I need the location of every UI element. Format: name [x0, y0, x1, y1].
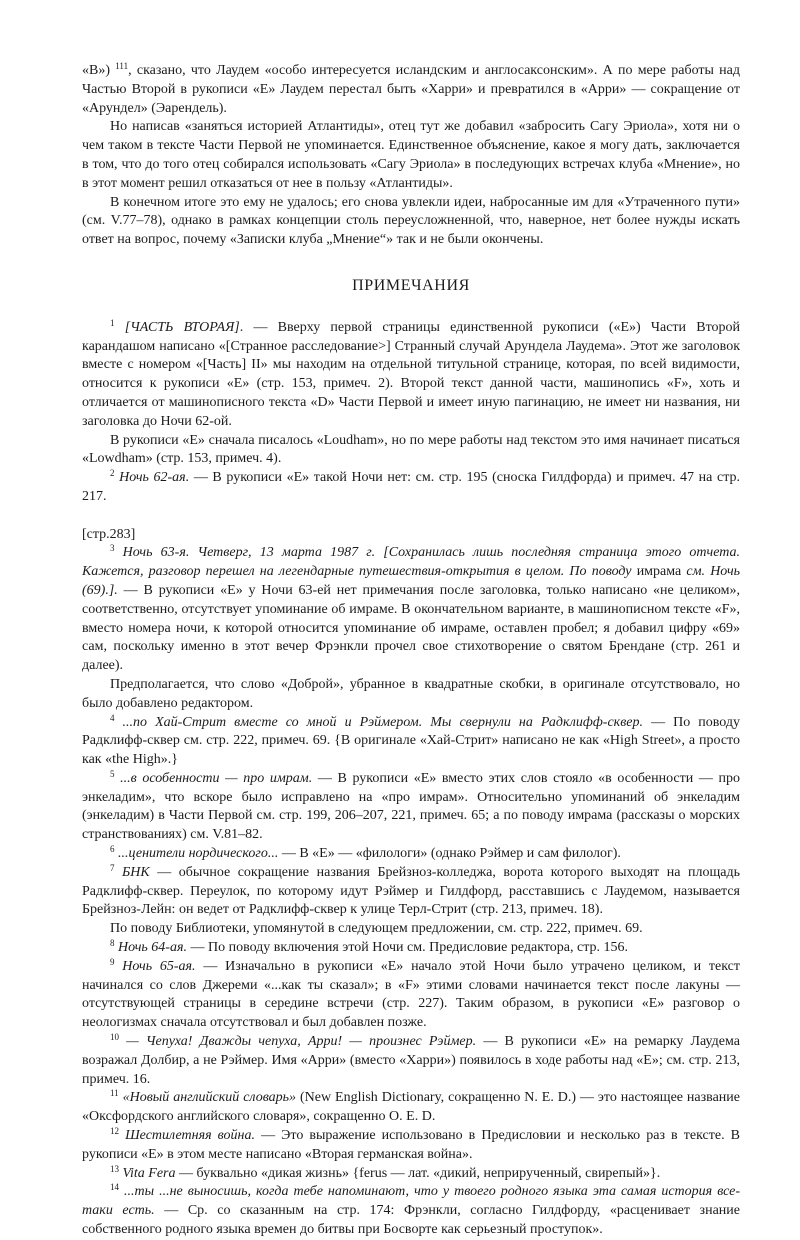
note-10-paragraph-1	[82, 1033, 740, 1089]
note-9-paragraph-1	[82, 958, 740, 1033]
text-run: ...ты ...не выносишь, когда тебе напоминают, что у твоего родного языка эта самая история все-таки есть.	[82, 1184, 740, 1219]
text-run: — По поводу включения этой Ночи см. Предисловие редактора, стр. 156.	[186, 940, 629, 956]
text-run: — В рукописи «Е» на ремарку Лаудема возражал Долбир, а не Рэймер. Имя «Арри» (вместо «Харри») появилось в ходе работы над «Е»; см. стр. 213, примеч. 16.	[82, 1034, 740, 1087]
note-number: 14	[110, 1182, 119, 1193]
text-run: — Ср. со сказанным на стр. 174: Фрэнкли, согласно Гилдфорду, «расценивает знание собственного родного языка времен до битвы при Босворте как серьезный проступок».	[82, 1203, 740, 1238]
text-run: ...ценители нордического...	[114, 846, 279, 862]
note-number: 13	[110, 1163, 119, 1174]
intro-paragraph-3	[82, 194, 740, 250]
text-run: Предполагается, что слово «Доброй», убранное в квадратные скобки, в оригинале отсутствовало, но было добавлено редактором.	[82, 676, 740, 711]
note-number: 2	[110, 468, 115, 479]
text-run: «В»)	[82, 63, 116, 78]
text-run: . — Вверху первой страницы единственной рукописи («Е») Части Второй карандашом написано «[Странное расследование>] Странный случай Арундела Лаудема». Этот же заголовок вместе с номером «[Часть] II» мы находим на отдельной титульной странице, которая, по всей видимости, относится к рукописи «Е» (стр. 153, примеч. 2). Второй текст данной части, машинопись «F», хоть и отличается от машинописного текста «D» Части Первой и имеет иную пагинацию, не имеет ни названия, ни заголовка до Ночи 62-ой.	[82, 319, 741, 429]
text-run: — По поводу Радклифф-сквер см. стр. 222, примеч. 69. {В оригинале «Хай-Стрит» написано не как «High Street», а просто как «the High».}	[82, 714, 740, 768]
page-marker: [стр.283]	[82, 526, 136, 542]
note-14-paragraph-1	[82, 1183, 740, 1239]
text-run: — В рукописи «Е» вместо этих слов стояло «в особенности — про энкеладим», что вскоре было исправлено на «про имрам». Относительно упоминаний об энкеладим (энкеладим) в Части Первой см. стр. 199, 206–207, 221, примеч. 65; а по поводу имрама (рассказы о морских странствованиях) см. V.81–82.	[82, 770, 741, 843]
text-run: см. Ночь (69).].	[82, 564, 740, 598]
text-run: БНК	[114, 864, 150, 880]
note-number: 10	[110, 1032, 119, 1043]
text-run: ...в особенности — про имрам.	[114, 770, 313, 786]
note-3-paragraph-2	[82, 676, 740, 714]
note-8-paragraph-1	[82, 939, 740, 958]
note-number: 4	[110, 712, 115, 723]
text-run: имрама	[636, 564, 682, 580]
text-run: , сказано, что Лаудем «особо интересуется исландским и англосаксонским». А по мере работы над Частью Второй в рукописи «Е» Лаудем перестал быть «Харри» и превратился в «Арри» — сокращение от «Арундел» (Эарендель).	[82, 63, 740, 116]
text-run: «Новый английский словарь»	[118, 1090, 297, 1106]
notes-heading: ПРИМЕЧАНИЯ	[352, 276, 470, 294]
note-13-paragraph-1	[82, 1165, 740, 1184]
note-7-paragraph-2	[82, 920, 740, 939]
document-body	[82, 62, 740, 1240]
note-7-paragraph-1	[82, 864, 740, 920]
note-number: 6	[110, 844, 115, 855]
text-run: — В «Е» — «филологи» (однако Рэймер и сам филолог).	[278, 846, 621, 862]
text-run: Шестилетняя война.	[119, 1128, 255, 1144]
text-run: Ночь 65-ая.	[114, 958, 196, 974]
intro-paragraph-1	[82, 62, 740, 118]
note-number: 7	[110, 862, 115, 873]
note-1-paragraph-1	[82, 319, 740, 432]
text-run: Ночь 62-ая.	[114, 470, 190, 486]
text-run: — Чепуха! Дважды чепуха, Арри! — произнес Рэймер.	[119, 1034, 477, 1050]
note-number: 11	[110, 1088, 119, 1099]
text-run: Ночь 64-ая.	[114, 940, 187, 956]
note-6-paragraph-1	[82, 845, 740, 864]
text-run: По поводу Библиотеки, упомянутой в следующем предложении, см. стр. 222, примеч. 69.	[110, 921, 643, 937]
text-run: — обычное сокращение названия Брейзноз-колледжа, ворота которого выходят на площадь Радклифф-сквер. Переулок, по которому идут Рэймер и Гилдфорд, расставшись с Лаудемом, называется Брейзноз-Лейн: он ведет от Радклифф-сквер к улице Терл-Стрит (стр. 213, примеч. 18).	[82, 864, 741, 918]
note-11-paragraph-1	[82, 1089, 740, 1127]
note-number: 8	[110, 938, 115, 949]
text-run: В рукописи «Е» сначала писалось «Loudham», но по мере работы над текстом это имя начинает писаться «Lowdham» (стр. 153, примеч. 4).	[82, 432, 740, 467]
note-number: 12	[110, 1126, 119, 1137]
text-run: В конечном итоге это ему не удалось; его снова увлекли идеи, набросанные им для «Утраченного пути» (см. V.77–78), однако в рамках концепции столь переусложненной, что, наверное, нет более нужды искать ответ на вопрос, почему «Записки клуба „Мнение“» так и не были окончены.	[82, 194, 740, 248]
text-run: Но написав «заняться историей Атлантиды», отец тут же добавил «забросить Сагу Эриола», хотя ни о чем таком в тексте Части Первой не упоминается. Единственное объяснение, какое я могу дать, заключается в том, что до того отец собирался использовать «Сагу Эриола» в последующих встречах клуба «Мнение», но в этот момент решил отказаться от нее в пользу «Атлантиды».	[82, 119, 740, 191]
text-run: — В рукописи «Е» такой Ночи нет: см. стр. 195 (сноска Гилдфорда) и примеч. 47 на стр. 217.	[82, 470, 740, 504]
note-number: 1	[110, 317, 115, 328]
note-number: 9	[110, 956, 115, 967]
note-number: 5	[110, 768, 115, 779]
note-number: 111	[115, 61, 129, 71]
text-run: Ночь 63-я. Четверг, 13 марта 1987 г. [Сохранилась лишь последняя страница этого отчета. Кажется, разговор перешел на легендарные путешествия-открытия в целом. По поводу	[82, 545, 740, 580]
text-run: — Это выражение использовано в Предисловии и несколько раз в тексте. В рукописи «Е» в этом месте написано «Вторая германская война».	[82, 1128, 740, 1162]
note-4-paragraph-1	[82, 714, 740, 770]
note-12-paragraph-1	[82, 1127, 740, 1165]
text-run: — буквально «дикая жизнь» {ferus — лат. «дикий, неприрученный, свирепый»}.	[175, 1165, 661, 1181]
text-run: [ЧАСТЬ ВТОРАЯ]	[114, 319, 240, 335]
text-run: — Изначально в рукописи «Е» начало этой Ночи было утрачено целиком, и текст начинался со слов Джереми «...как ты сказал»; в «F» этими словами начинается текст после лакуны — отсутствующей страницы в середине встречи (стр. 227). Таким образом, в рукописи «Е» разговор о неологизмах сначала отсутствовал и был добавлен позже.	[82, 958, 740, 1031]
intro-paragraph-2	[82, 118, 740, 193]
note-1-paragraph-2	[82, 432, 740, 470]
note-5-paragraph-1	[82, 770, 740, 845]
text-run: (New English Dictionary, сокращенно N. E. D.) — это настоящее название «Оксфордского английского словаря», сокращенно O. E. D.	[82, 1090, 740, 1125]
text-run: Vita Fera	[119, 1165, 176, 1181]
note-3-paragraph-1	[82, 544, 740, 676]
text-run: — В рукописи «Е» у Ночи 63-ей нет примечания после заголовка, только написано «не целиком», соответственно, отсутствует упоминание об имраме. В окончательном варианте, в машинописном тексте «F», вместо номера ночи, к которой относится упоминание об имраме, оставлен пробел; я добавил цифру «69» сам, поскольку именно в этот вечер Фрэнкли прочел свое стихотворение о святом Брендане (стр. 261 и далее).	[82, 582, 740, 674]
note-number: 3	[110, 543, 115, 554]
note-2-paragraph-1	[82, 469, 740, 507]
text-run: ...по Хай-Стрит вместе со мной и Рэймером. Мы свернули на Радклифф-сквер.	[114, 714, 644, 730]
